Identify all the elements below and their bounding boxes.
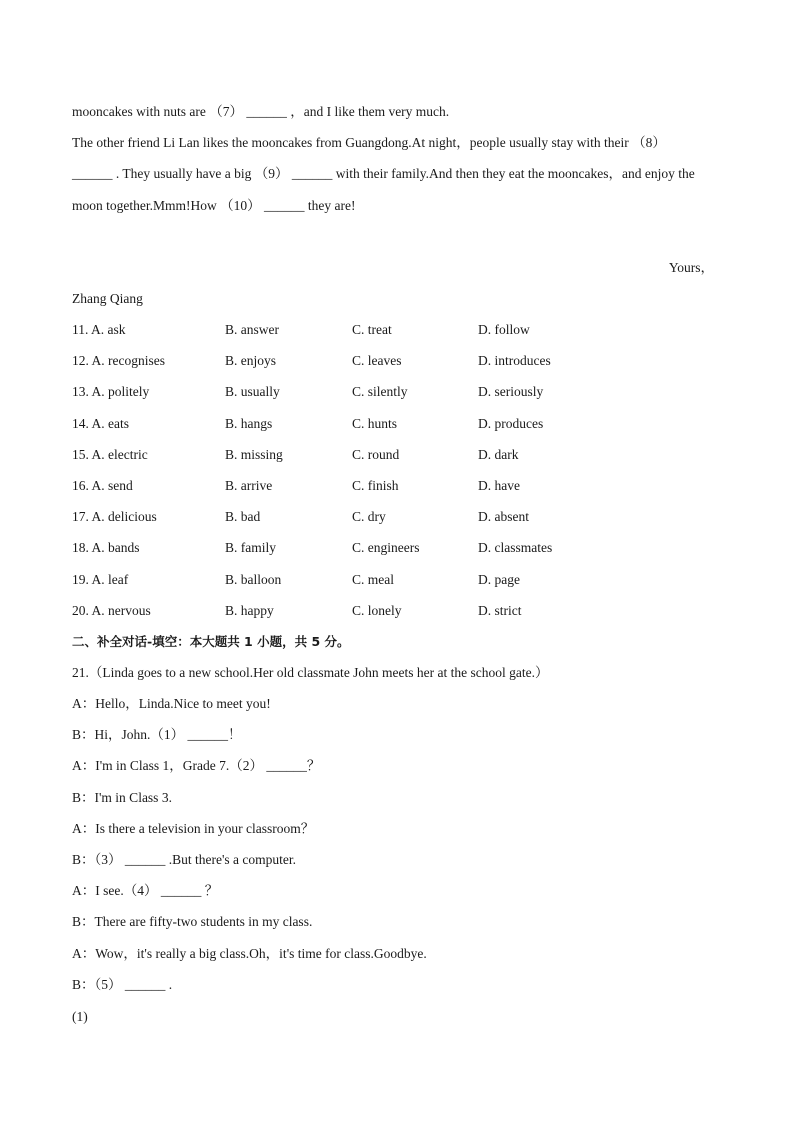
option-d: D. seriously (478, 384, 544, 400)
option-a (72, 416, 129, 432)
option-a (72, 478, 133, 494)
option-d: D. strict (478, 602, 522, 618)
question-number: 16. (72, 478, 89, 493)
question-number: 13. (72, 384, 89, 400)
question-number: 19. (72, 571, 89, 587)
question-number: 14. (72, 415, 89, 431)
option-c: C. lonely (352, 602, 402, 618)
question-number: 11. (72, 322, 89, 337)
option-a-text: A. eats (91, 415, 130, 431)
letter-signature: Zhang Qiang (72, 291, 143, 306)
option-d: D. have (478, 478, 520, 493)
option-a (72, 603, 151, 619)
option-row (72, 384, 732, 400)
question-intro: 21.（Linda goes to a new school.Her old classmate John meets her at the school gate.） (72, 665, 549, 680)
option-row (72, 478, 732, 494)
option-a-text: A. recognises (91, 353, 165, 369)
option-a-text: A. politely (91, 384, 150, 400)
answer-label: (1) (72, 1009, 88, 1024)
option-row (72, 603, 732, 619)
option-c: C. dry (352, 509, 386, 525)
dialogue-line: B：（3） ______ .But there's a computer. (72, 852, 297, 867)
option-row (72, 540, 732, 556)
option-d: D. introduces (478, 353, 551, 369)
option-c: C. round (352, 446, 400, 462)
option-a-text: A. ask (91, 322, 126, 337)
option-b: B. arrive (225, 478, 273, 493)
option-a (72, 447, 148, 463)
option-c: C. hunts (352, 415, 398, 431)
option-a (72, 509, 157, 525)
option-a (72, 572, 128, 588)
option-d: D. page (478, 571, 520, 587)
option-d: D. absent (478, 509, 529, 525)
option-b: B. bad (225, 509, 261, 525)
option-row (72, 447, 732, 463)
section-heading: 二、补全对话-填空：本大题共 1 小题，共 5 分。 (72, 634, 350, 649)
letter-closing: Yours， (668, 260, 714, 275)
option-row (72, 322, 732, 338)
option-a-text: A. delicious (91, 509, 157, 525)
dialogue-line: B：There are fifty-two students in my class. (72, 914, 313, 930)
option-c: C. leaves (352, 353, 402, 369)
option-c: C. meal (352, 571, 394, 587)
dialogue-line: A：Hello，Linda.Nice to meet you! (72, 696, 271, 711)
option-d: D. classmates (478, 540, 553, 556)
option-a (72, 353, 165, 369)
passage-line-2: The other friend Li Lan likes the mooncakes from Guangdong.At night，people usually stay with their （8） (72, 135, 666, 150)
option-b: B. balloon (225, 571, 282, 587)
option-a-text: A. electric (91, 446, 148, 462)
option-c: C. engineers (352, 540, 420, 556)
option-row (72, 509, 732, 525)
option-row (72, 416, 732, 432)
option-b: B. answer (225, 322, 279, 337)
question-number: 12. (72, 353, 89, 369)
dialogue-line: B：（5） ______ . (72, 976, 173, 992)
option-c: C. finish (352, 478, 399, 493)
option-b: B. usually (225, 384, 280, 400)
question-number: 18. (72, 540, 89, 556)
dialogue-line: B：I'm in Class 3. (72, 789, 172, 805)
option-row (72, 572, 732, 588)
option-b: B. family (225, 540, 276, 556)
dialogue-line: A：Is there a television in your classroom？ (72, 820, 315, 836)
option-b: B. hangs (225, 415, 273, 431)
option-b: B. enjoys (225, 353, 277, 369)
option-c: C. silently (352, 384, 408, 400)
option-a (72, 384, 149, 400)
dialogue-line: A：I'm in Class 1，Grade 7.（2） ______？ (72, 758, 321, 774)
option-a-text: A. nervous (91, 602, 151, 618)
option-b: B. happy (225, 602, 274, 618)
option-a-text: A. send (91, 478, 133, 493)
question-number: 17. (72, 509, 89, 525)
passage-line-3: ______ . They usually have a big （9） ______ with their family.And then they eat the mooncakes，and enjoy the (72, 166, 695, 181)
question-number: 20. (72, 602, 89, 618)
passage-line-4: moon together.Mmm!How （10） ______ they are! (72, 198, 356, 213)
dialogue-line: A：Wow，it's really a big class.Oh，it's time for class.Goodbye. (72, 945, 427, 961)
option-d: D. produces (478, 415, 544, 431)
option-b: B. missing (225, 446, 283, 462)
option-d: D. dark (478, 446, 519, 462)
option-a-text: A. leaf (91, 571, 129, 587)
dialogue-line: B：Hi，John.（1） ______！ (72, 727, 242, 743)
option-a (72, 322, 126, 338)
option-row (72, 353, 732, 369)
question-number: 15. (72, 446, 89, 462)
option-c: C. treat (352, 322, 392, 337)
dialogue-line: A：I see.（4） ______ ？ (72, 883, 219, 899)
passage-line-1: mooncakes with nuts are （7） ______ ，and I like them very much. (72, 104, 450, 119)
option-a-text: A. bands (91, 540, 140, 556)
option-d: D. follow (478, 322, 530, 337)
option-a (72, 540, 140, 556)
